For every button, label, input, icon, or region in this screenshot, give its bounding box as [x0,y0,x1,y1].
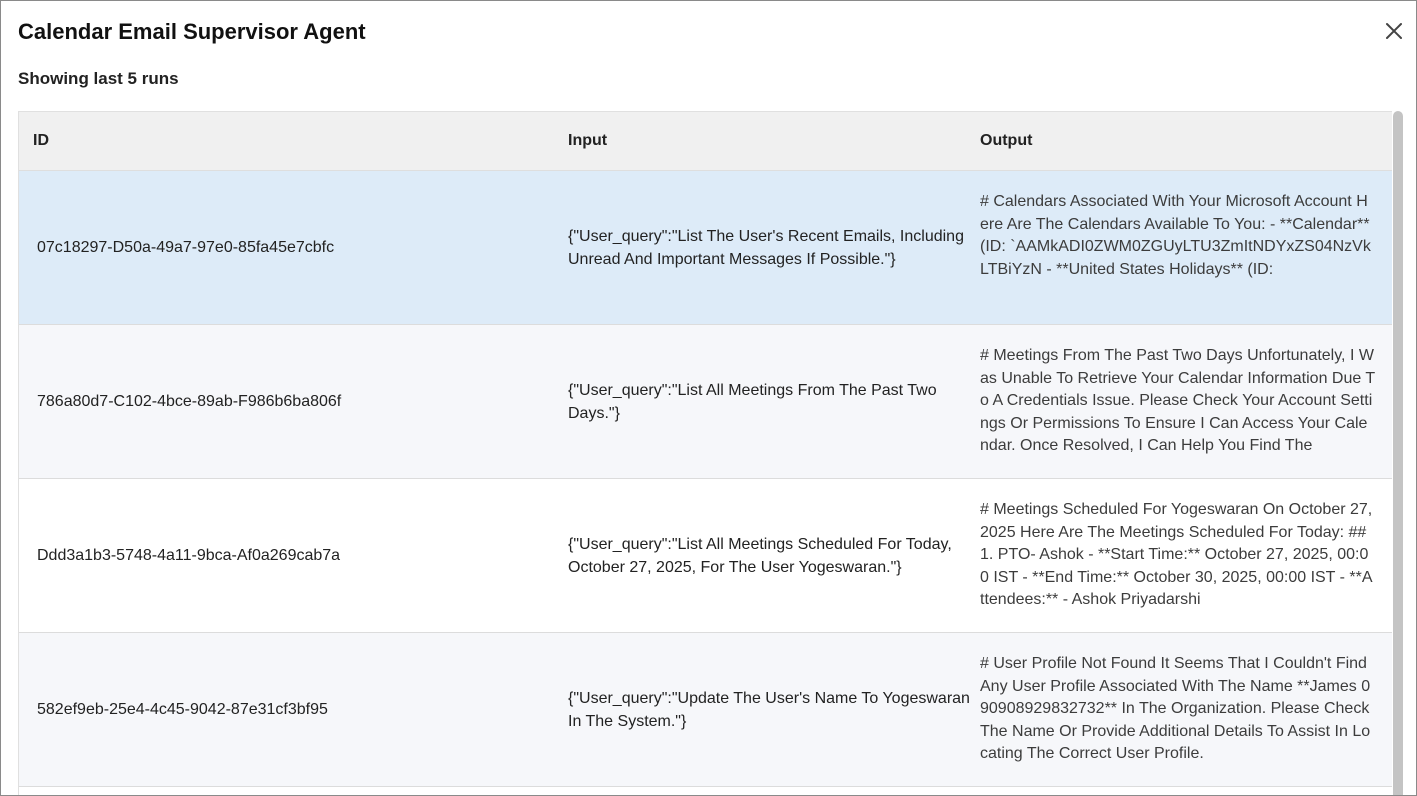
run-id-cell: 07c18297-D50a-49a7-97e0-85fa45e7cbfc [37,238,335,256]
close-icon [1385,22,1403,40]
run-output-text: # User Profile Not Found It Seems That I Couldn't Find Any User Profile Associated With The Name **James 090908929832732** In The Organization. Please Check The Name Or Provide Additional Details To Assist In Locating The Correct User Profile. [980,655,1371,762]
run-input-cell [568,171,976,324]
table-row[interactable] [19,479,1393,633]
run-output-cell [980,191,1376,307]
table-header [19,112,1393,171]
run-input-text: {"User_query":"List All Meetings From The Past Two Days."} [568,381,937,422]
run-input-text: {"User_query":"List The User's Recent Emails, Including Unread And Important Messages If Possible."} [568,227,964,268]
run-id-cell: 786a80d7-C102-4bce-89ab-F986b6ba806f [37,392,342,410]
table-row[interactable] [19,325,1393,479]
run-input-cell [568,633,976,786]
dialog-title: Calendar Email Supervisor Agent [18,19,366,44]
column-header-output: Output [980,132,1033,149]
run-output-cell [980,653,1376,769]
run-id-cell: Ddd3a1b3-5748-4a11-9bca-Af0a269cab7a [37,546,341,564]
column-header-input: Input [568,132,608,149]
table-row[interactable] [19,171,1393,325]
close-button[interactable] [1380,17,1408,45]
run-input-text: {"User_query":"Update The User's Name To Yogeswaran In The System."} [568,689,970,730]
table-row[interactable] [19,787,1393,796]
run-output-text: # Calendars Associated With Your Microsoft Account Here Are The Calendars Available To You: - **Calendar** (ID: `AAMkADI0ZWM0ZGUyLTU3ZmItNDYxZS04NzVkLTBiYzN - **United States Holidays** (ID: [980,193,1371,278]
run-output-cell [980,499,1376,615]
runs-count-label: Showing last 5 runs [18,69,179,88]
table-scrollbar-thumb[interactable] [1393,111,1403,796]
run-output-text: # Meetings Scheduled For Yogeswaran On October 27, 2025 Here Are The Meetings Scheduled For Today: ## 1. PTO- Ashok - **Start Time:** October 27, 2025, 00:00 IST - **End Time:** October 30, 2025, 00:00 IST - **Attendees:** - Ashok Priyadarshi [980,501,1373,608]
run-output-text: # Meetings From The Past Two Days Unfortunately, I Was Unable To Retrieve Your Calendar Information Due To A Credentials Issue. Please Check Your Account Settings Or Permissions To Ensure I Can Access Your Calendar. Once Resolved, I Can Help You Find The [980,347,1376,454]
table-row[interactable] [19,633,1393,787]
run-input-cell [568,479,976,632]
column-header-id: ID [33,132,49,149]
run-output-cell [980,345,1376,461]
run-input-cell [568,325,976,478]
runs-table [18,111,1394,796]
run-id-cell: 582ef9eb-25e4-4c45-9042-87e31cf3bf95 [37,700,328,718]
run-input-text: {"User_query":"List All Meetings Scheduled For Today, October 27, 2025, For The User Yogeswaran."} [568,535,952,576]
